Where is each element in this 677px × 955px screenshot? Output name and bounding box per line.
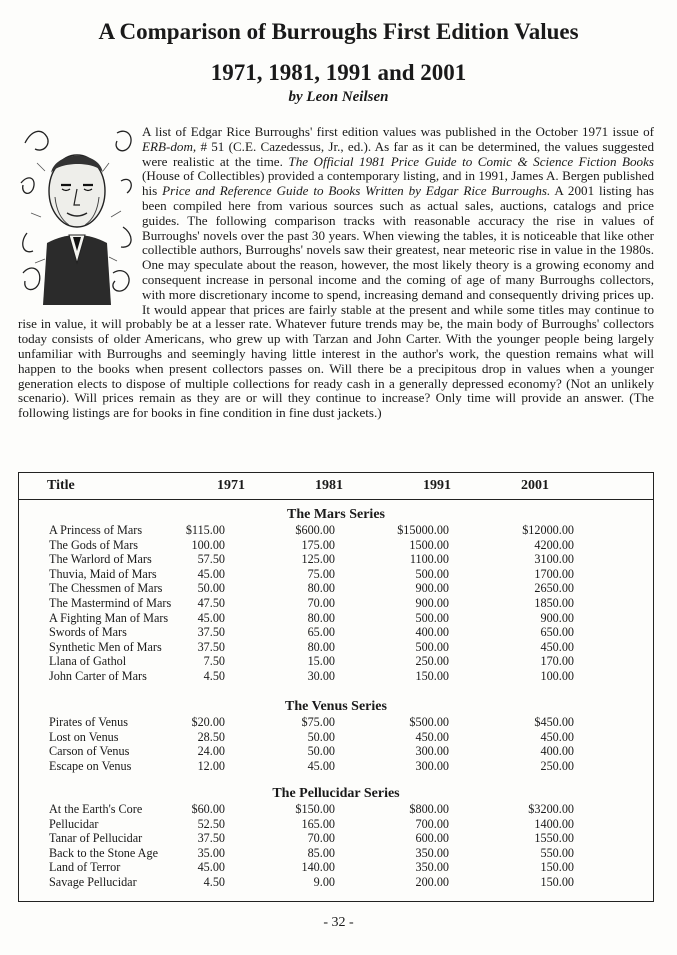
cell-2001: 150.00 — [540, 875, 574, 889]
cell-title: Lost on Venus — [49, 729, 119, 744]
cell-1971: $20.00 — [191, 715, 225, 729]
cell-2001: 2650.00 — [534, 581, 574, 596]
header-2001: 2001 — [521, 478, 549, 493]
cell-1991: 350.00 — [415, 845, 449, 860]
cell-1981: 125.00 — [301, 552, 335, 567]
table-row — [19, 715, 653, 730]
cell-1971: 52.50 — [197, 816, 225, 831]
cell-1981: 9.00 — [313, 875, 335, 889]
cell-1991: 1500.00 — [409, 537, 449, 552]
cell-title: Escape on Venus — [49, 758, 132, 773]
cell-1971: 50.00 — [197, 581, 225, 596]
cell-1981: $600.00 — [295, 523, 335, 537]
article-title: A Comparison of Burroughs First Edition Values — [98, 19, 579, 44]
cell-1991: 500.00 — [415, 639, 449, 654]
cell-title: Savage Pellucidar — [49, 875, 137, 889]
cell-1991: 350.00 — [415, 860, 449, 875]
table-row — [19, 640, 653, 655]
cell-1991: 900.00 — [415, 596, 449, 610]
cell-title: Swords of Mars — [49, 625, 127, 640]
cell-title: A Princess of Mars — [49, 523, 143, 537]
cell-1981: 80.00 — [307, 610, 335, 625]
table-header-row — [19, 473, 653, 500]
values-table — [18, 472, 654, 902]
intro-text-1: A list of Edgar Rice Burroughs' first edition values was published in the October 1971 issue of — [142, 124, 654, 139]
cell-2001: 150.00 — [540, 860, 574, 875]
table-row — [19, 581, 653, 596]
cell-1971: 37.50 — [197, 831, 225, 846]
cell-2001: 170.00 — [540, 654, 574, 669]
cell-1991: 450.00 — [415, 729, 449, 744]
article-subtitle-years: 1971, 1981, 1991 and 2001 — [210, 60, 467, 85]
cell-1971: 45.00 — [197, 566, 225, 581]
cell-1991: 1100.00 — [409, 552, 449, 567]
page-number: - 32 - — [323, 915, 354, 930]
cell-1971: 24.00 — [197, 744, 225, 759]
cell-2001: 4200.00 — [534, 537, 574, 552]
intro-italic-price-guide: The Official 1981 Price Guide to Comic & Science Fiction Books — [288, 153, 654, 169]
cell-1991: 300.00 — [415, 744, 449, 759]
cell-1981: 45.00 — [307, 758, 335, 773]
cell-1971: 47.50 — [197, 596, 225, 610]
cell-title: At the Earth's Core — [49, 802, 143, 816]
cell-2001: 450.00 — [540, 639, 574, 654]
cell-1991: 400.00 — [415, 625, 449, 640]
header-title: Title — [47, 478, 75, 493]
cell-title: Tanar of Pellucidar — [49, 831, 143, 846]
cell-1981: 85.00 — [307, 845, 335, 860]
cell-title: Back to the Stone Age — [49, 845, 158, 860]
header-1971: 1971 — [217, 478, 245, 493]
table-row — [19, 744, 653, 759]
series-heading: The Mars Series — [287, 507, 385, 522]
cell-2001: $450.00 — [534, 715, 574, 729]
cell-title: The Mastermind of Mars — [49, 596, 172, 610]
intro-italic-bergen-guide: Price and Reference Guide to Books Written by Edgar Rice Burroughs. — [162, 183, 551, 199]
series-heading: The Pellucidar Series — [272, 786, 400, 801]
cell-2001: 1400.00 — [534, 816, 574, 831]
table-row — [19, 567, 653, 582]
cell-1991: 300.00 — [415, 758, 449, 773]
cell-2001: 1550.00 — [534, 831, 574, 846]
table-row — [19, 552, 653, 567]
cell-1981: 70.00 — [307, 596, 335, 610]
cell-1971: 37.50 — [197, 639, 225, 654]
cell-2001: $3200.00 — [528, 802, 574, 816]
table-row — [19, 611, 653, 626]
table-row — [19, 759, 653, 774]
cell-2001: 550.00 — [540, 845, 574, 860]
cell-1991: 700.00 — [415, 816, 449, 831]
cell-2001: 1850.00 — [534, 596, 574, 610]
cell-title: Llana of Gathol — [49, 654, 127, 669]
table-row — [19, 817, 653, 832]
header-1981: 1981 — [315, 478, 343, 493]
cell-1971: 45.00 — [197, 860, 225, 875]
cell-title: Thuvia, Maid of Mars — [49, 566, 157, 581]
cell-title: A Fighting Man of Mars — [49, 610, 169, 625]
table-row — [19, 538, 653, 553]
cell-1981: $75.00 — [301, 715, 335, 729]
cell-1971: 57.50 — [197, 552, 225, 567]
table-row — [19, 730, 653, 745]
cell-1971: 12.00 — [197, 758, 225, 773]
cell-title: Pirates of Venus — [49, 715, 128, 729]
intro-text-4: A 2001 listing has been compiled here from various sources such as actual sales, auctions, catalogs and price guides. The following comparison tracks with reasonable accuracy the rise in values of Burroughs' novels over the past 30 years. When viewing the tables, it is noticeable that like other collectible authors, Burroughs' novels saw their greatest, near meteoric rise in value in the 1980s. One may speculate about the reason, however, the most likely theory is a growing economy and consequent increase in personal income and the coming of age of many Burroughs collectors, with more discretionary income to spend, increasing demand and consequently driving prices up. It would appear that prices are fairly stable at the present and while some titles may continue to rise in value, it will probably be at a lesser rate. Whatever future trends may be, the main body of Burroughs' collectors today consists of older Americans, who grew up with Tarzan and John Carter. With the younger people being largely unfamiliar with Burroughs and seemingly having little interest in the author's work, the question remains what will happen to the books when present collectors passes on. Will there be a precipitous drop in values when a younger generation elects to dispose of multiple collections for ready cash in a generally depressed economy? (Not an unlikely scenario). Will prices remain as they are or will they continue to increase? Only time will provide an answer. (The following listings are for books in fine condition in fine dust jackets.) — [18, 183, 654, 421]
cell-1981: 165.00 — [301, 816, 335, 831]
cell-title: Carson of Venus — [49, 744, 130, 759]
cell-2001: 100.00 — [540, 669, 574, 683]
cell-1981: 50.00 — [307, 744, 335, 759]
intro-italic-erbdom: ERB-dom, — [142, 138, 197, 154]
cell-title: The Chessmen of Mars — [49, 581, 163, 596]
cell-title: John Carter of Mars — [49, 669, 147, 683]
cell-1991: 500.00 — [415, 610, 449, 625]
cell-title: The Warlord of Mars — [49, 552, 152, 567]
cell-1981: 175.00 — [301, 537, 335, 552]
cell-2001: 450.00 — [540, 729, 574, 744]
cell-1981: 50.00 — [307, 729, 335, 744]
cell-1971: 7.50 — [203, 654, 225, 669]
cell-1971: 28.50 — [197, 729, 225, 744]
cell-1981: 75.00 — [307, 566, 335, 581]
cell-title: Pellucidar — [49, 816, 99, 831]
table-row — [19, 596, 653, 611]
series-heading: The Venus Series — [285, 699, 387, 714]
cell-1981: 80.00 — [307, 639, 335, 654]
header-1991: 1991 — [423, 478, 451, 493]
cell-1991: 900.00 — [415, 581, 449, 596]
cell-1991: 200.00 — [415, 875, 449, 889]
cell-1991: $15000.00 — [397, 523, 449, 537]
cell-1981: 140.00 — [301, 860, 335, 875]
byline: by Leon Neilsen — [288, 89, 389, 105]
cell-2001: 400.00 — [540, 744, 574, 759]
cell-1981: 65.00 — [307, 625, 335, 640]
cell-1981: 80.00 — [307, 581, 335, 596]
cell-1971: 45.00 — [197, 610, 225, 625]
cell-title: Synthetic Men of Mars — [49, 639, 162, 654]
cell-title: Land of Terror — [49, 860, 121, 875]
cell-1991: 250.00 — [415, 654, 449, 669]
table-row — [19, 831, 653, 846]
cell-1971: $60.00 — [191, 802, 225, 816]
cell-1981: $150.00 — [295, 802, 335, 816]
cell-2001: 900.00 — [540, 610, 574, 625]
table-row — [19, 846, 653, 861]
intro-paragraph — [18, 125, 654, 421]
cell-2001: 3100.00 — [534, 552, 574, 567]
cell-1971: 35.00 — [197, 845, 225, 860]
cell-1991: $800.00 — [409, 802, 449, 816]
cell-1991: $500.00 — [409, 715, 449, 729]
cell-1991: 500.00 — [415, 566, 449, 581]
intro-text-2: # 51 (C.E. Cazedessus, Jr., ed.). As far as it can be determined, the values suggested were realistic at the time. — [142, 138, 654, 169]
table-row — [19, 802, 653, 817]
table-row — [19, 875, 653, 890]
cell-1971: 100.00 — [191, 537, 225, 552]
table-row — [19, 669, 653, 684]
cell-1991: 150.00 — [415, 669, 449, 683]
cell-2001: $12000.00 — [522, 523, 574, 537]
intro-text-3: (House of Collectibles) provided a contemporary listing, and in 1991, James A. Bergen published his — [142, 168, 654, 199]
cell-1971: $115.00 — [185, 523, 225, 537]
table-row — [19, 625, 653, 640]
cell-1971: 4.50 — [203, 875, 225, 889]
cell-1971: 37.50 — [197, 625, 225, 640]
cell-1981: 30.00 — [307, 669, 335, 683]
cell-1991: 600.00 — [415, 831, 449, 846]
cell-1981: 70.00 — [307, 831, 335, 846]
table-row — [19, 654, 653, 669]
cell-1971: 4.50 — [203, 669, 225, 683]
table-row — [19, 523, 653, 538]
cell-1981: 15.00 — [307, 654, 335, 669]
cell-2001: 250.00 — [540, 758, 574, 773]
cell-2001: 650.00 — [540, 625, 574, 640]
cell-2001: 1700.00 — [534, 566, 574, 581]
cell-title: The Gods of Mars — [49, 537, 139, 552]
table-row — [19, 860, 653, 875]
